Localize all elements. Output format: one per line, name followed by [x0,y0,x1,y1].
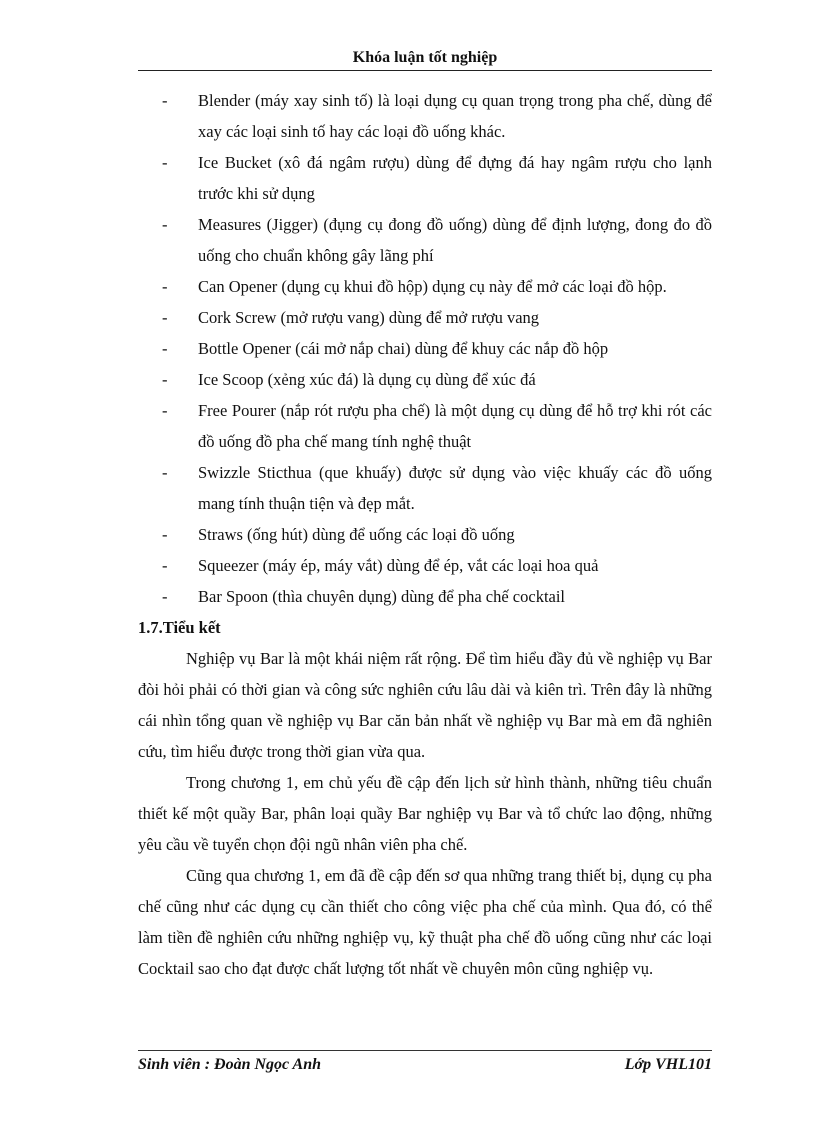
bullet-dash: - [162,91,168,110]
paragraph: Nghiệp vụ Bar là một khái niệm rất rộng. Để tìm hiểu đầy đủ về nghiệp vụ Bar đòi hỏi phải có thời gian và công sức nghiên cứu lâu dài và kiên trì. Trên đây là những cái nhìn tổng quan về nghiệp vụ Bar căn bản nhất về nghiệp vụ Bar mà em đã nghiên cứu, tìm hiểu được trong thời gian vừa qua. [138,649,712,761]
header-divider [138,70,712,71]
page-header-title: Khóa luận tốt nghiệp [352,49,498,66]
bullet-dash: - [162,463,168,482]
list-item-text: Cork Screw (mở rượu vang) dùng để mở rượu vang [198,308,540,327]
list-item-text: Swizzle Sticthua (que khuấy) được sử dụng vào việc khuấy các đồ uống mang tính thuận tiện và đẹp mắt. [198,463,712,513]
list-item-text: Blender (máy xay sinh tố) là loại dụng cụ quan trọng trong pha chế, dùng để xay các loại sinh tố hay các loại đồ uống khác. [198,91,712,141]
list-item-text: Measures (Jigger) (đụng cụ đong đồ uống) dùng để định lượng, đong đo đồ uống cho chuẩn không gây lãng phí [198,215,712,265]
list-item [138,395,712,457]
list-item-text: Can Opener (dụng cụ khui đồ hộp) dụng cụ này để mở các loại đồ hộp. [198,277,667,296]
list-item-text: Squeezer (máy ép, máy vắt) dùng để ép, vắt các loại hoa quả [198,556,599,575]
list-item [138,519,712,550]
list-item-text: Free Pourer (nắp rót rượu pha chế) là một dụng cụ dùng để hỗ trợ khi rót các đồ uống đồ pha chế mang tính nghệ thuật [198,401,712,451]
bullet-dash: - [162,277,168,296]
list-item [138,550,712,581]
footer-student-name: Sinh viên : Đoàn Ngọc Anh [138,1056,321,1073]
list-item [138,457,712,519]
list-item [138,581,712,612]
bullet-dash: - [162,370,168,389]
list-item-text: Bottle Opener (cái mở nắp chai) dùng để khuy các nắp đồ hộp [198,339,609,358]
bullet-dash: - [162,308,168,327]
list-item-text: Ice Bucket (xô đá ngâm rượu) dùng để đựng đá hay ngâm rượu cho lạnh trước khi sử dụng [198,153,712,203]
page-content [138,85,712,984]
list-item-text: Ice Scoop (xẻng xúc đá) là dụng cụ dùng để xúc đá [198,370,536,389]
bullet-dash: - [162,339,168,358]
bullet-dash: - [162,153,168,172]
bullet-dash: - [162,215,168,234]
list-item [138,85,712,147]
section-heading: 1.7.Tiểu kết [138,618,221,637]
footer-class: Lớp VHL101 [624,1056,712,1073]
list-item [138,271,712,302]
paragraph: Cũng qua chương 1, em đã đề cập đến sơ qua những trang thiết bị, dụng cụ pha chế cũng như các dụng cụ cần thiết cho công việc pha chế của mình. Qua đó, có thể làm tiền đề nghiên cứu những nghiệp vụ, kỹ thuật pha chế đồ uống cũng như các loại Cocktail sao cho đạt được chất lượng tốt nhất về chuyên môn cũng nghiệp vụ. [138,866,712,978]
bullet-dash: - [162,401,168,420]
list-item [138,364,712,395]
bullet-dash: - [162,556,168,575]
list-item [138,302,712,333]
paragraph: Trong chương 1, em chủ yếu đề cập đến lịch sử hình thành, những tiêu chuẩn thiết kế một quầy Bar, phân loại quầy Bar nghiệp vụ Bar và tổ chức lao động, những yêu cầu về tuyển chọn đội ngũ nhân viên pha chế. [138,773,712,854]
tools-list [138,85,712,612]
list-item [138,333,712,364]
footer-divider [138,1050,712,1051]
list-item [138,147,712,209]
bullet-dash: - [162,587,168,606]
page-footer [138,1055,712,1075]
list-item-text: Bar Spoon (thìa chuyên dụng) dùng để pha chế cocktail [198,587,566,606]
bullet-dash: - [162,525,168,544]
list-item [138,209,712,271]
list-item-text: Straws (ống hút) dùng để uống các loại đồ uống [198,525,515,544]
